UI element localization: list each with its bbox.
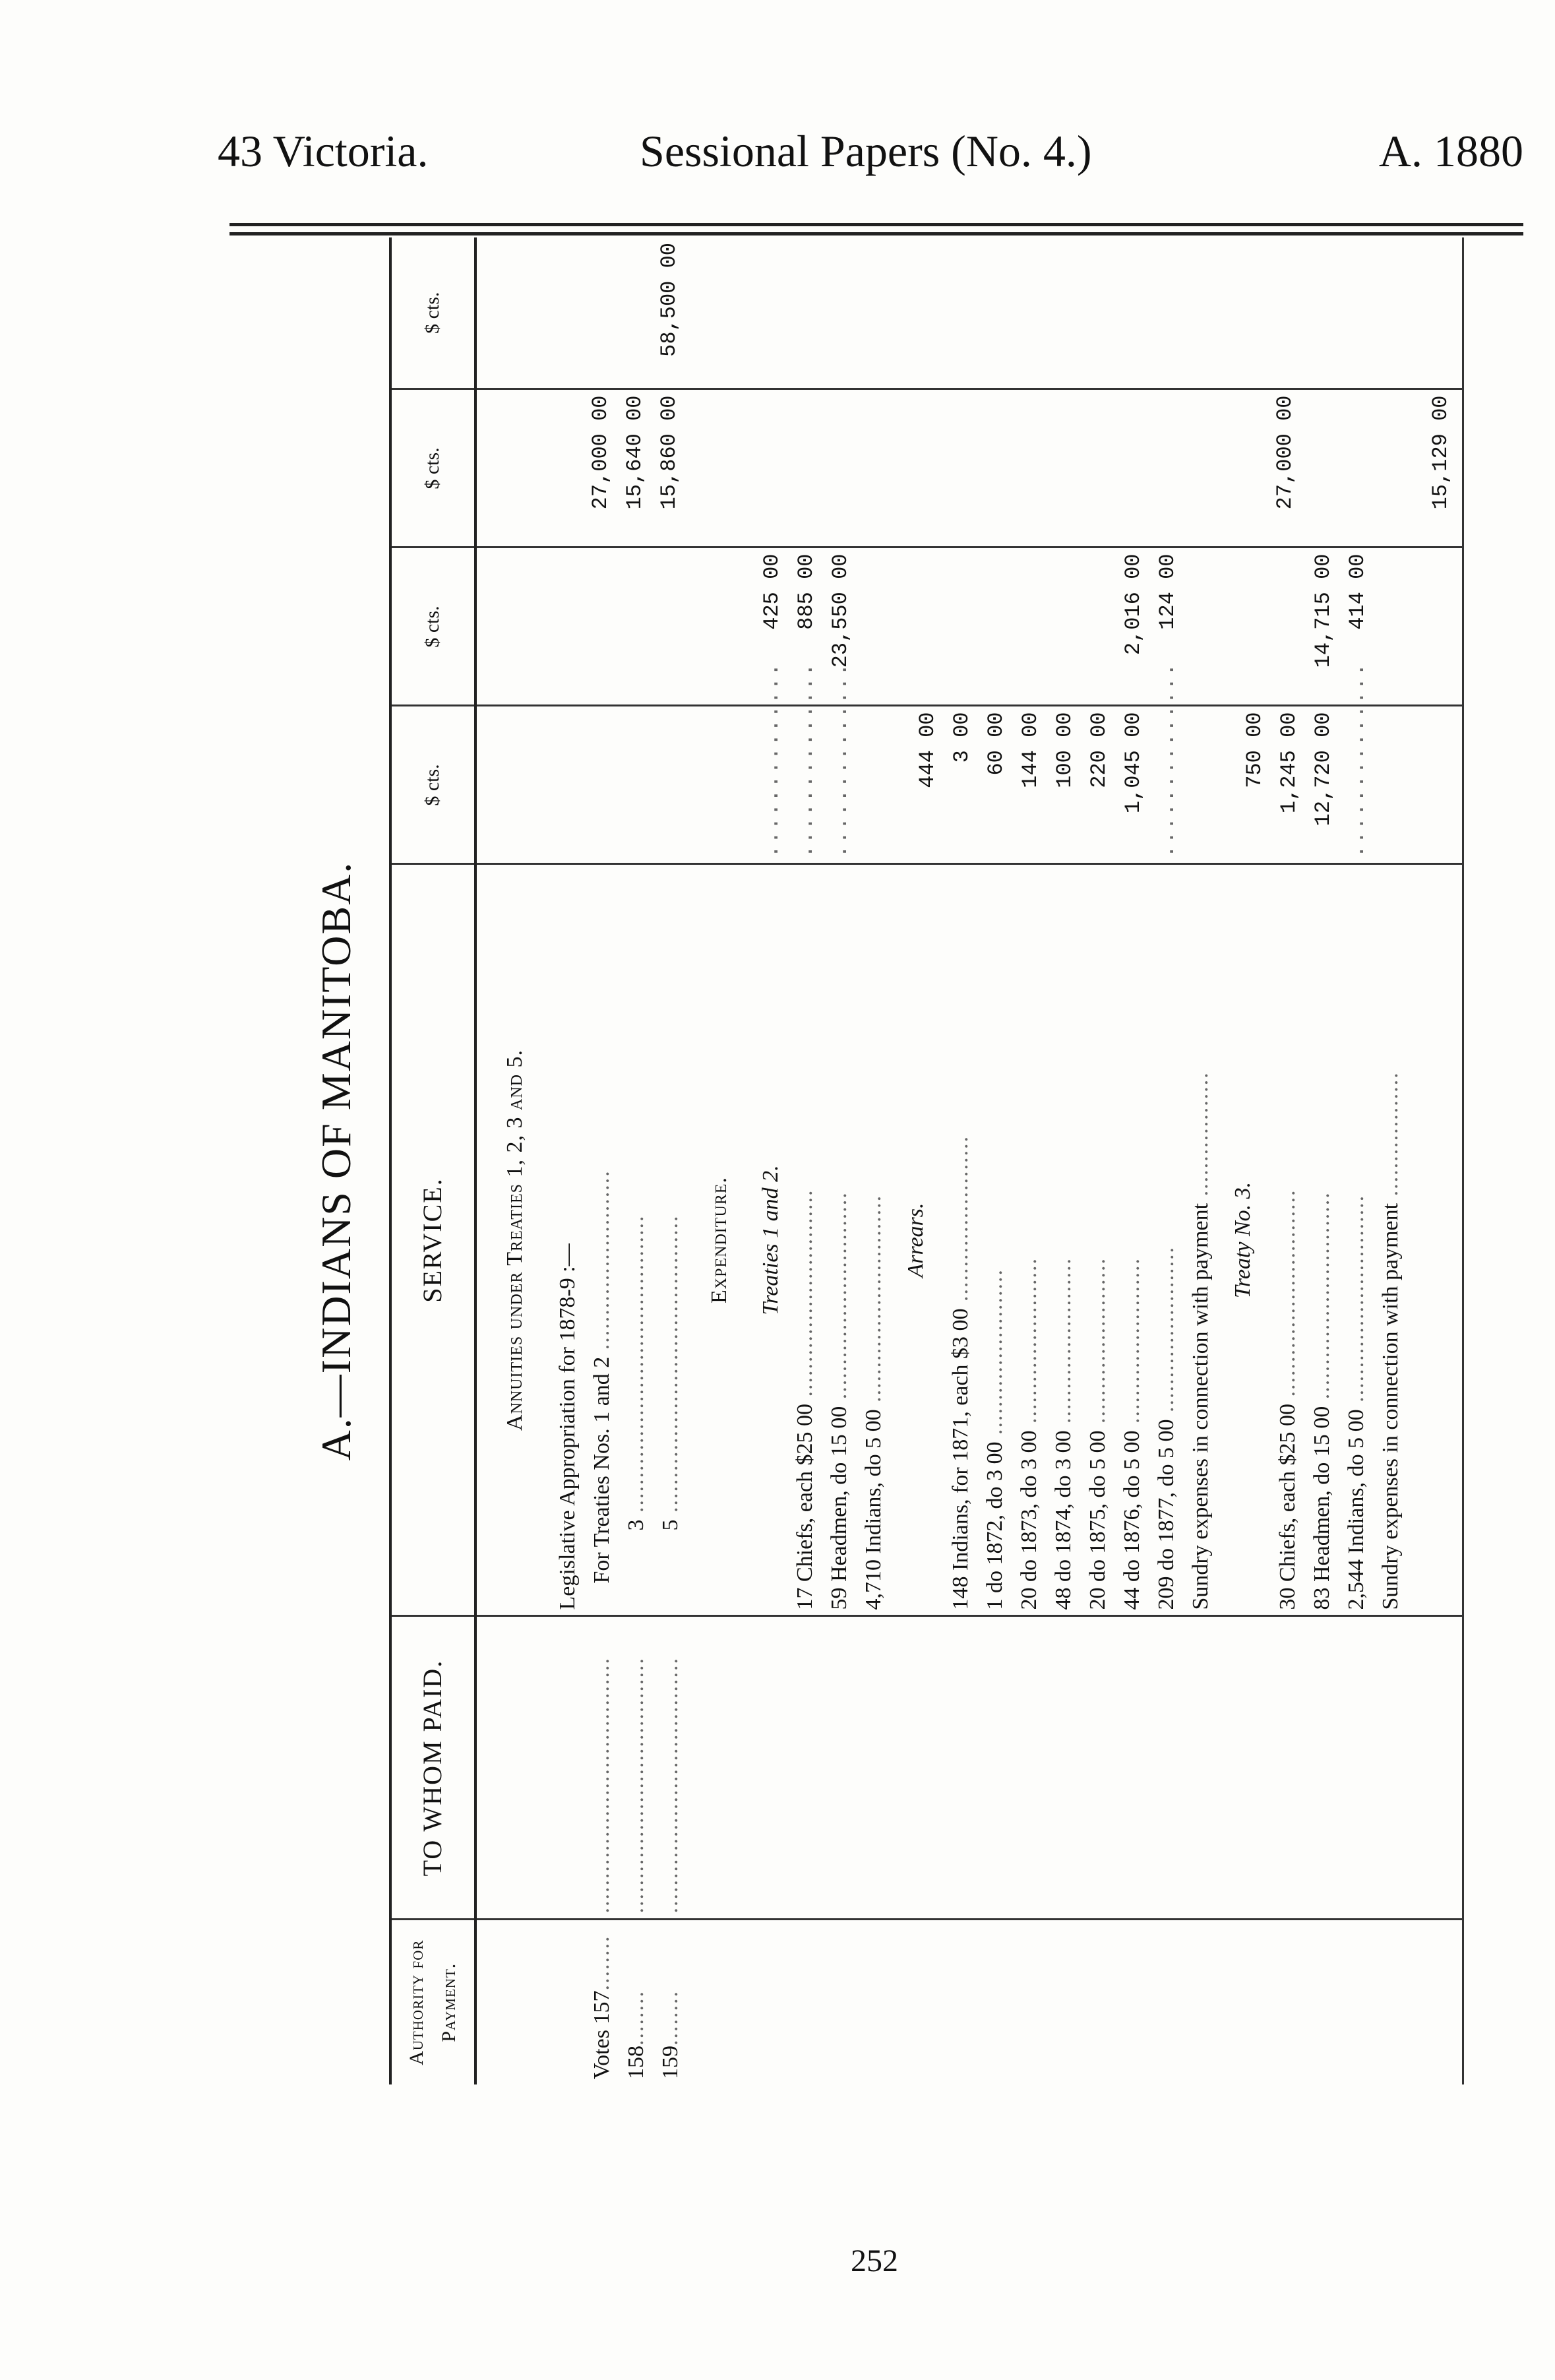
arrears-row: 1 do 1872, do 3 00 ........................: [983, 1268, 1008, 1610]
to-whom-paid-cell: ..................................... ..................................... .....................................: [475, 1616, 1463, 1920]
sundry-1-amount: 124 00: [1155, 553, 1180, 630]
treaty-3-amount: 1,245 00: [1277, 712, 1302, 814]
col-authority: Authority for Payment.: [390, 1920, 475, 2084]
treaties-12-amount: 425 00: [760, 553, 785, 630]
treaty-3-row: 83 Headmen, do 15 00 ..............................: [1310, 1191, 1335, 1610]
sundry-2-amount: 414 00: [1345, 553, 1370, 630]
treaties-12-heading: Treaties 1 and 2.: [758, 1165, 783, 1315]
page-number: 252: [851, 2243, 898, 2278]
authority-vote: Votes 157........: [590, 1935, 615, 2079]
arrears-amount: 144 00: [1018, 712, 1043, 788]
service-cell: [475, 864, 1463, 1616]
header-title: Sessional Papers (No. 4.): [640, 126, 1092, 176]
header-row: [390, 237, 475, 2084]
amount-col-subtotals: [475, 389, 1463, 548]
appropriation-amount: 15,640 00: [623, 395, 648, 510]
amount-col-items: .............. .............. .............. 444 00 3 00 60 00 144 00 100 00 220 00 1,045 00 .............. 750 00 1,245 00 12,720 00 ..............: [475, 706, 1463, 864]
treaties-12-row: 4,710 Indians, do 5 00 ..............................: [861, 1194, 886, 1610]
treaty-3-row: 2,544 Indians, do 5 00 ..............................: [1344, 1194, 1369, 1610]
authority-cell: [475, 1920, 1463, 2084]
arrears-heading: Arrears.: [903, 1203, 929, 1278]
treaty-appropriation: 3 ...........................................: [624, 1214, 649, 1531]
arrears-amount: 3 00: [950, 712, 975, 763]
amount-col-groups: [475, 548, 1463, 706]
appropriation-amount: 27,000 00: [588, 395, 613, 510]
col-amount-4: $ cts.: [390, 237, 475, 389]
arrears-amount: 220 00: [1087, 712, 1112, 788]
arrears-amount: 100 00: [1052, 712, 1078, 788]
arrears-row: 44 do 1876, do 5 00 ........................: [1120, 1257, 1145, 1610]
treaties-12-subtotal: 27,000 00: [1273, 395, 1298, 510]
treaty-appropriation: 5 ...........................................: [658, 1214, 683, 1531]
treaty-appropriation: For Treaties Nos. 1 and 2 ..........................: [590, 1170, 615, 1584]
amount-col-total: [475, 237, 1463, 389]
table-body-row: [475, 237, 1463, 2084]
treaty-3-total: 14,715 00: [1311, 553, 1336, 668]
arrears-amount: 444 00: [915, 712, 940, 788]
header-year: A. 1880: [1378, 126, 1523, 176]
header-rule-bottom: [229, 232, 1523, 235]
header-rule-top: [229, 223, 1523, 226]
appropriation-line: Legislative Appropriation for 1878-9 :—: [555, 1243, 580, 1610]
sundry-expenses-1: Sundry expenses in connection with payment ..................: [1188, 1071, 1213, 1610]
treaty-3-subtotal: 15,129 00: [1428, 395, 1453, 510]
accounts-table: [389, 237, 1464, 2084]
rotated-table: [303, 237, 1517, 2084]
treaties-12-row: 59 Headmen, do 15 00 ..............................: [827, 1191, 852, 1610]
treaties-12-amount: 23,550 00: [828, 553, 853, 668]
arrears-amount: 1,045 00: [1121, 712, 1146, 814]
authority-vote: 158........: [624, 1990, 649, 2079]
authority-vote: 159........: [658, 1990, 683, 2079]
expenditure-heading: Expenditure.: [707, 1177, 732, 1303]
sundry-expenses-2: Sundry expenses in connection with payment ..................: [1378, 1071, 1403, 1610]
col-amount-3: $ cts.: [390, 389, 475, 548]
col-amount-2: $ cts.: [390, 548, 475, 706]
arrears-row: 20 do 1875, do 5 00 ........................: [1085, 1257, 1111, 1610]
arrears-total: 2,016 00: [1121, 553, 1146, 656]
grand-total: 58,500 00: [657, 243, 682, 357]
treaties-12-row: 17 Chiefs, each $25 00 ..............................: [793, 1189, 818, 1610]
table-title: A.—INDIANS OF MANITOBA.: [313, 861, 359, 1461]
arrears-amount: 60 00: [984, 712, 1009, 776]
arrears-row: 48 do 1874, do 3 00 ........................: [1051, 1257, 1076, 1610]
treaty-3-amount: 750 00: [1242, 712, 1267, 788]
header-session: 43 Victoria.: [218, 126, 429, 176]
col-amount-1: $ cts.: [390, 706, 475, 864]
treaty-3-heading: Treaty No. 3.: [1231, 1181, 1256, 1299]
col-to-whom-paid: TO WHOM PAID.: [390, 1616, 475, 1920]
col-service: SERVICE.: [390, 864, 475, 1616]
arrears-row: 20 do 1873, do 3 00 ........................: [1017, 1257, 1042, 1610]
treaties-12-amount: 885 00: [794, 553, 819, 630]
treaty-3-row: 30 Chiefs, each $25 00 ..............................: [1275, 1189, 1300, 1610]
treaty-3-amount: 12,720 00: [1311, 712, 1336, 827]
appropriation-amount: 15,860 00: [657, 395, 682, 510]
arrears-row: 209 do 1877, do 5 00 ........................: [1154, 1246, 1179, 1610]
arrears-row: 148 Indians, for 1871, each $3 00 ........................: [948, 1135, 973, 1610]
annuities-heading: Annuities under Treaties 1, 2, 3 and 5.: [503, 1049, 528, 1431]
